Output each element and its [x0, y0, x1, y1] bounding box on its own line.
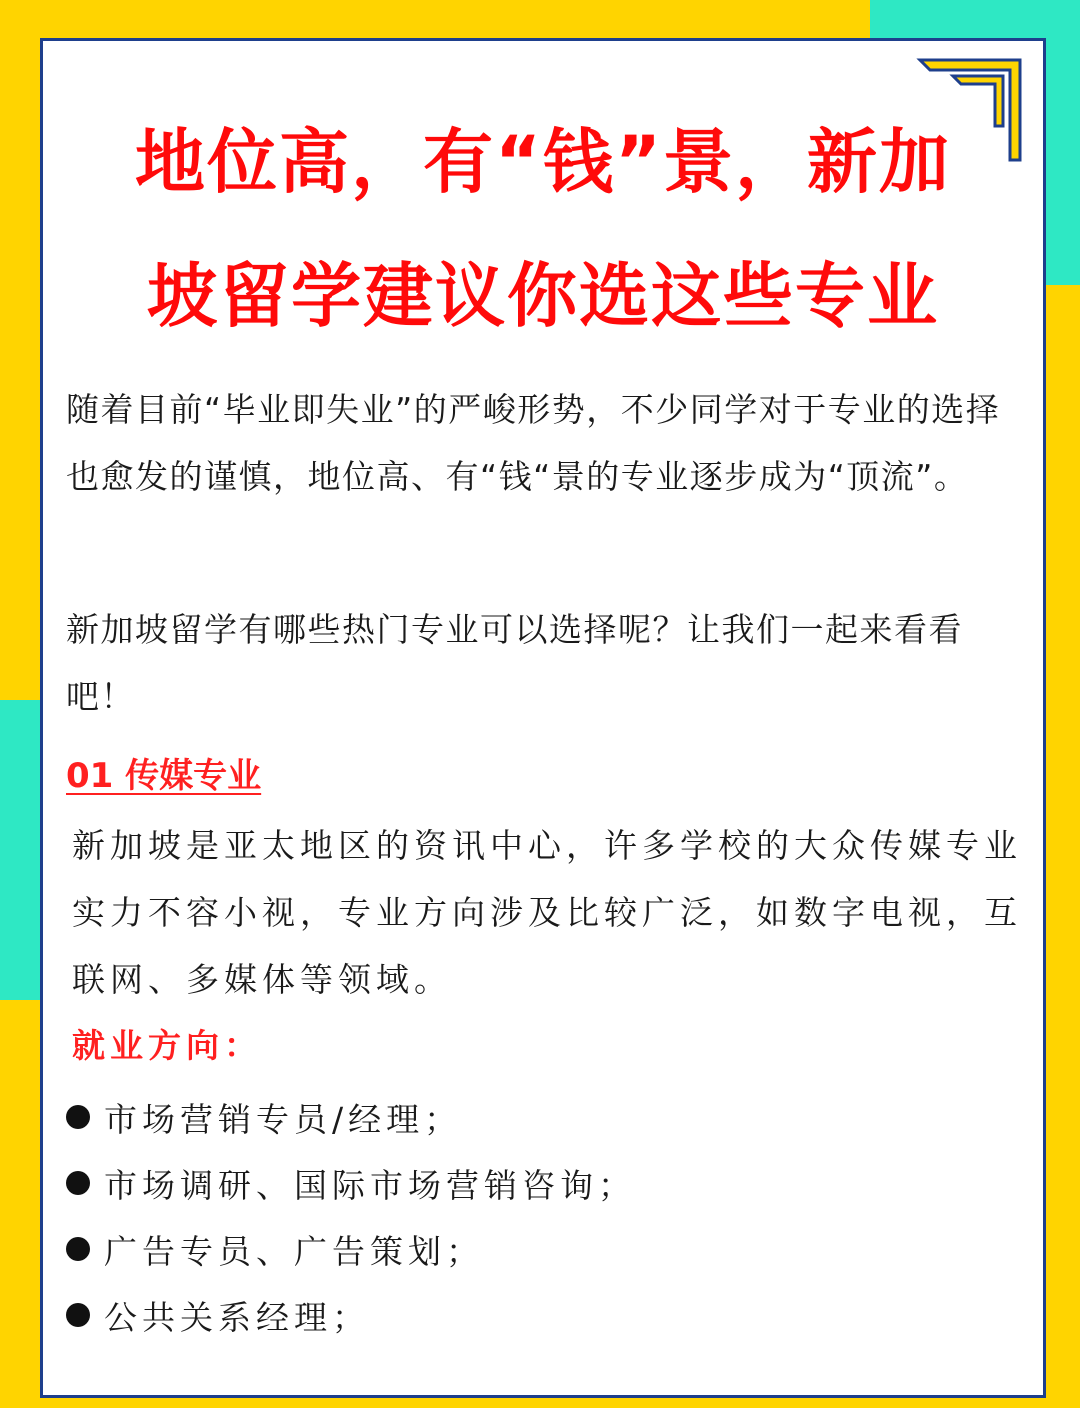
jobs-heading: 就业方向： [72, 1026, 262, 1065]
bullet-dot-icon [66, 1303, 90, 1327]
bullet-dot-icon [66, 1237, 90, 1261]
job-label: 广告专员、广告策划； [104, 1231, 484, 1271]
section-description: 新加坡是亚太地区的资讯中心，许多学校的大众传媒专业实力不容小视，专业方向涉及比较广泛，如数字电视，互联网、多媒体等领域。 [72, 826, 1022, 999]
job-label: 市场营销专员/经理； [104, 1099, 463, 1139]
list-item [66, 1282, 1016, 1348]
section-title-media: 01 传媒专业 [66, 756, 262, 796]
job-label: 公共关系经理； [104, 1297, 370, 1337]
list-item [66, 1084, 1016, 1150]
intro-paragraph: 随着目前“毕业即失业”的严峻形势，不少同学对于专业的选择也愈发的谨慎，地位高、有“钱“景的专业逐步成为“顶流”。 [66, 390, 1001, 496]
jobs-list [66, 1084, 1016, 1348]
bullet-dot-icon [66, 1105, 90, 1129]
list-item [66, 1150, 1016, 1216]
job-label: 市场调研、国际市场营销咨询； [104, 1165, 636, 1205]
bullet-dot-icon [66, 1171, 90, 1195]
page-title-line-1: 地位高，有“钱”景，新加 [134, 121, 951, 203]
page-title-line-2: 坡留学建议你选这些专业 [147, 255, 939, 337]
question-paragraph: 新加坡留学有哪些热门专业可以选择呢？让我们一起来看看吧！ [66, 610, 963, 716]
teal-accent-left [0, 700, 42, 1000]
list-item [66, 1216, 1016, 1282]
